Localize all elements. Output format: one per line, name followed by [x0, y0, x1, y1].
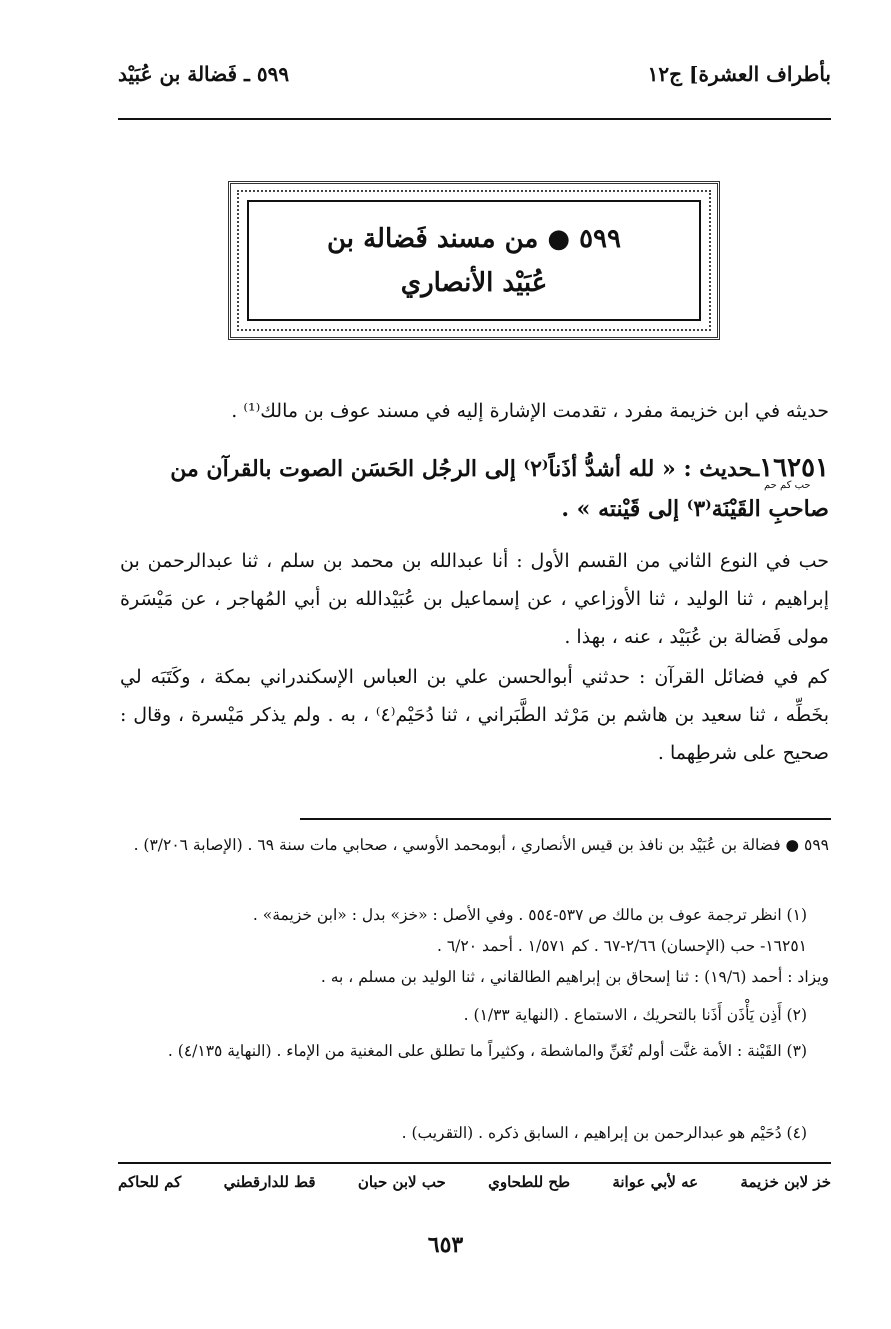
- header-book-title: بأطراف العشرة] ج١٢: [647, 62, 831, 86]
- abbr-item: قط للدارقطني: [223, 1173, 316, 1191]
- intro-paragraph: حديثه في ابن خزيمة مفرد ، تقدمت الإشارة إليه في مسند عوف بن مالك⁽¹⁾ .: [231, 400, 829, 422]
- footnote-addition: ويزاد : أحمد (١٩/٦) : ثنا إسحاق بن إبراهيم الطالقاني ، ثنا الوليد بن مسلم ، به .: [320, 968, 829, 986]
- hadith-source-symbols: حب كم حم: [764, 480, 811, 491]
- footnote-1: (١) انظر ترجمة عوف بن مالك ص ٥٣٧-٥٥٤ . وفي الأصل : «خز» بدل : «ابن خزيمة» .: [252, 906, 807, 924]
- hadith-text: « لله أشدُّ أذَناً⁽٢⁾ إلى الرجُل الحَسَن الصوت بالقرآن من صاحبِ القَيْنَة⁽٣⁾ إلى قَيْنته » .: [170, 456, 829, 522]
- page-number: ٦٥٣: [427, 1232, 464, 1258]
- footnote-biography: ٥٩٩ ● فضالة بن عُبَيْد بن نافذ بن قيس الأنصاري ، أبومحمد الأوسي ، صحابي مات سنة ٦٩ . (الإصابة ٣/٢٠٦) .: [133, 836, 829, 854]
- footnote-2: (٢) أَذِن يَأْذَن أَذَنا بالتحريك ، الاستماع . (النهاية ١/٣٣) .: [463, 1006, 807, 1024]
- body-paragraph-hakim: كم في فضائل القرآن : حدثني أبوالحسن علي بن العباس الإسكندراني بمكة ، وكَتَبَه لي بخَطِّه ، ثنا سعيد بن هاشم بن مَرْثد الطَّبَراني ، ثنا دُحَيْم⁽٤⁾ ، به . ولم يذكر مَيْسرة ، وقال : صحيح على شرطِهما .: [120, 666, 829, 764]
- footnote-3: (٣) القَيْنة : الأمة غنَّت أولم تُغَنِّ والماشطة ، وكثيراً ما تطلق على المغنية من الإماء . (النهاية ٤/١٣٥) .: [167, 1042, 807, 1060]
- section-title-line2: عُبَيْد الأنصاري: [400, 267, 548, 298]
- header-section-title: ٥٩٩ ـ فَضالة بن عُبَيْد: [118, 62, 290, 86]
- section-title-line1: ٥٩٩ ● من مسند فَضالة بن: [327, 223, 621, 254]
- hadith-number: ١٦٢٥١: [759, 453, 829, 483]
- footnote-rule: [300, 818, 831, 820]
- abbreviations-legend: [118, 1173, 831, 1191]
- abbr-item: حب لابن حبان: [357, 1173, 446, 1191]
- abbr-item: خز لابن خزيمة: [740, 1173, 831, 1191]
- abbr-item: طح للطحاوي: [488, 1173, 571, 1191]
- section-title-box: [247, 200, 701, 321]
- header-rule: [118, 118, 831, 120]
- footnote-4: (٤) دُحَيْم هو عبدالرحمن بن إبراهيم ، السابق ذكره . (التقريب) .: [401, 1124, 807, 1142]
- footnote-hadith-refs: ١٦٢٥١- حب (الإحسان) ٢/٦٦-٦٧ . كم ١/٥٧١ . أحمد ٦/٢٠ .: [436, 937, 807, 955]
- hadith-label: ـحديث :: [683, 456, 760, 482]
- section-title-frame: [228, 181, 720, 340]
- running-header: [118, 58, 831, 94]
- hadith-entry: [120, 448, 829, 529]
- body-paragraph-hibban: حب في النوع الثاني من القسم الأول : أنا عبدالله بن محمد بن سلم ، ثنا عبدالرحمن بن إبراهيم ، ثنا الوليد ، ثنا الأوزاعي ، عن إسماعيل بن عُبَيْدالله بن أبي المُهاجر ، عن مَيْسَرة مولى فَضالة بن عُبَيْد ، عنه ، بهذا .: [120, 550, 829, 648]
- abbr-item: عه لأبي عوانة: [612, 1173, 699, 1191]
- abbr-item: كم للحاكم: [118, 1173, 182, 1191]
- abbreviations-rule: [118, 1162, 831, 1164]
